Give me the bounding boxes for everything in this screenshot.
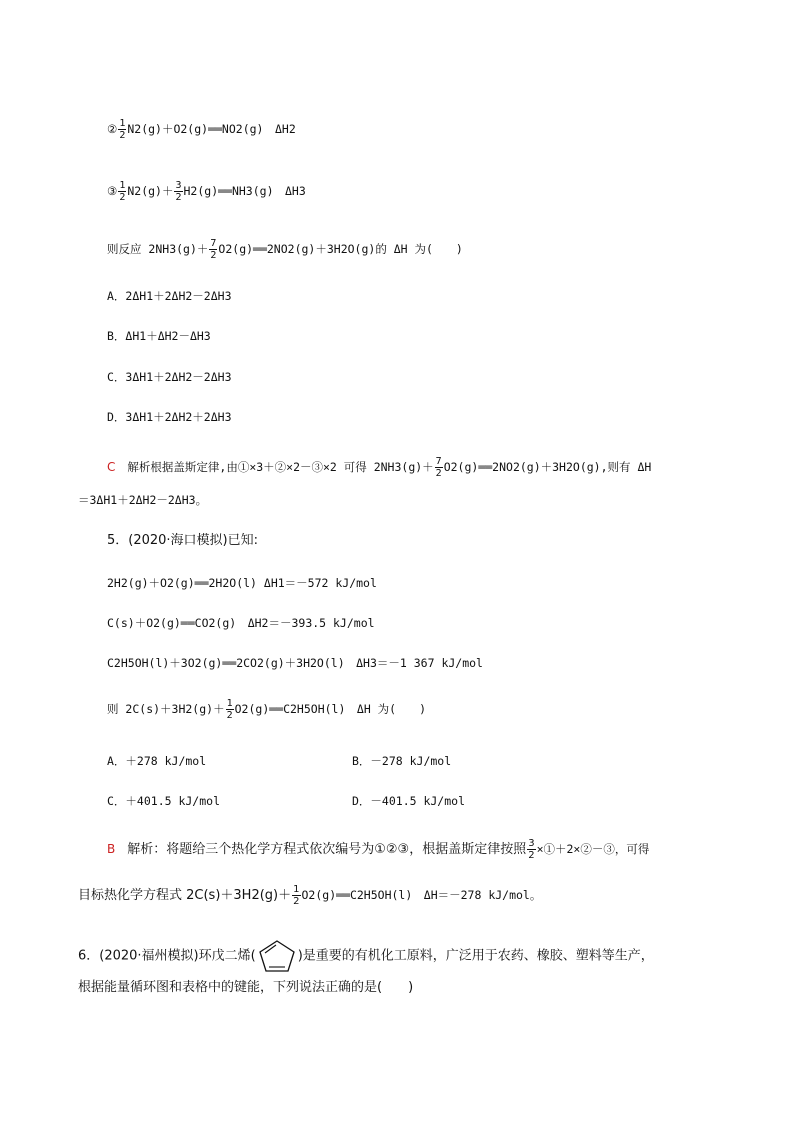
q4-option-b: B．ΔH1＋ΔH2－ΔH3 — [107, 329, 211, 343]
cyclopentadiene-structure-icon — [257, 939, 297, 973]
q4-option-d: D．3ΔH1＋2ΔH2＋2ΔH3 — [107, 410, 232, 424]
q4-option-a: A．2ΔH1＋2ΔH2－2ΔH3 — [107, 289, 232, 303]
fraction-half: $\frac{1}{2}$ — [226, 698, 233, 721]
question-6-line1: 6．(2020·福州模拟)环戊二烯( )是重要的有机化工原料，广泛用于农药、橡胶、塑料等生产， — [78, 939, 654, 973]
question-5-title: 5．(2020·海口模拟)已知: — [107, 533, 259, 548]
q5-equation-3: C2H5OH(l)＋3O2(g)══2CO2(g)＋3H2O(l) ΔH3＝－1 367 kJ/mol — [107, 656, 483, 670]
fraction-seven-half: $\frac{7}{2}$ — [210, 238, 217, 261]
q5-equation-1: 2H2(g)＋O2(g)══2H2O(l) ΔH1＝－572 kJ/mol — [107, 576, 377, 590]
equation-2-body: N2(g)＋O2(g)══NO2(g) ΔH2 — [127, 122, 296, 136]
fraction-three-half: $\frac{3}{2}$ — [175, 180, 182, 203]
q5-explanation: B 解析：将题给三个热化学方程式依次编号为①②③，根据盖斯定律按照 $\frac{3}{2}$ ×①＋2×②－③，可得 — [107, 838, 650, 861]
fraction-half: $\frac{1}{2}$ — [293, 884, 300, 907]
q5-option-a: A．＋278 kJ/mol — [107, 754, 207, 768]
question-4-stem: 则反应 2NH3(g)＋ $\frac{7}{2}$ O2(g)══2NO2(g)＋3H2O(g)的 ΔH 为( ) — [107, 238, 463, 261]
q4-explanation: C 解析根据盖斯定律,由①×3＋②×2－③×2 可得 2NH3(g)＋ $\frac{7}{2}$ O2(g)══2NO2(g)＋3H2O(g),则有 ΔH — [107, 456, 652, 479]
fraction-half: $\frac{1}{2}$ — [119, 118, 126, 141]
q4-option-c: C．3ΔH1＋2ΔH2－2ΔH3 — [107, 370, 232, 384]
equation-3: ③ $\frac{1}{2}$ N2(g)＋ $\frac{3}{2}$ H2(g)══NH3(g) ΔH3 — [107, 180, 306, 203]
q5-explanation-line2: 目标热化学方程式 2C(s)＋3H2(g)＋ $\frac{1}{2}$ O2(g)══C2H5OH(l) ΔH＝－278 kJ/mol。 — [78, 884, 542, 907]
fraction-seven-half: $\frac{7}{2}$ — [435, 456, 442, 479]
answer-letter: B — [107, 842, 116, 856]
fraction-half: $\frac{1}{2}$ — [119, 180, 126, 203]
fraction-three-half: $\frac{3}{2}$ — [528, 838, 535, 861]
marker-2: ② — [107, 122, 118, 136]
marker-3: ③ — [107, 184, 118, 198]
question-6-line2: 根据能量循环图和表格中的键能，下列说法正确的是( ) — [78, 980, 414, 995]
answer-letter: C — [107, 460, 116, 474]
q5-option-d: D．－401.5 kJ/mol — [352, 794, 466, 808]
q5-option-c: C．＋401.5 kJ/mol — [107, 794, 221, 808]
question-5-stem: 则 2C(s)＋3H2(g)＋ $\frac{1}{2}$ O2(g)══C2H5OH(l) ΔH 为( ) — [107, 698, 427, 721]
equation-2 — [107, 118, 296, 141]
q5-option-b: B．－278 kJ/mol — [352, 754, 452, 768]
q5-equation-2: C(s)＋O2(g)══CO2(g) ΔH2＝－393.5 kJ/mol — [107, 616, 375, 630]
q4-explanation-line2: ＝3ΔH1＋2ΔH2－2ΔH3。 — [78, 493, 208, 507]
